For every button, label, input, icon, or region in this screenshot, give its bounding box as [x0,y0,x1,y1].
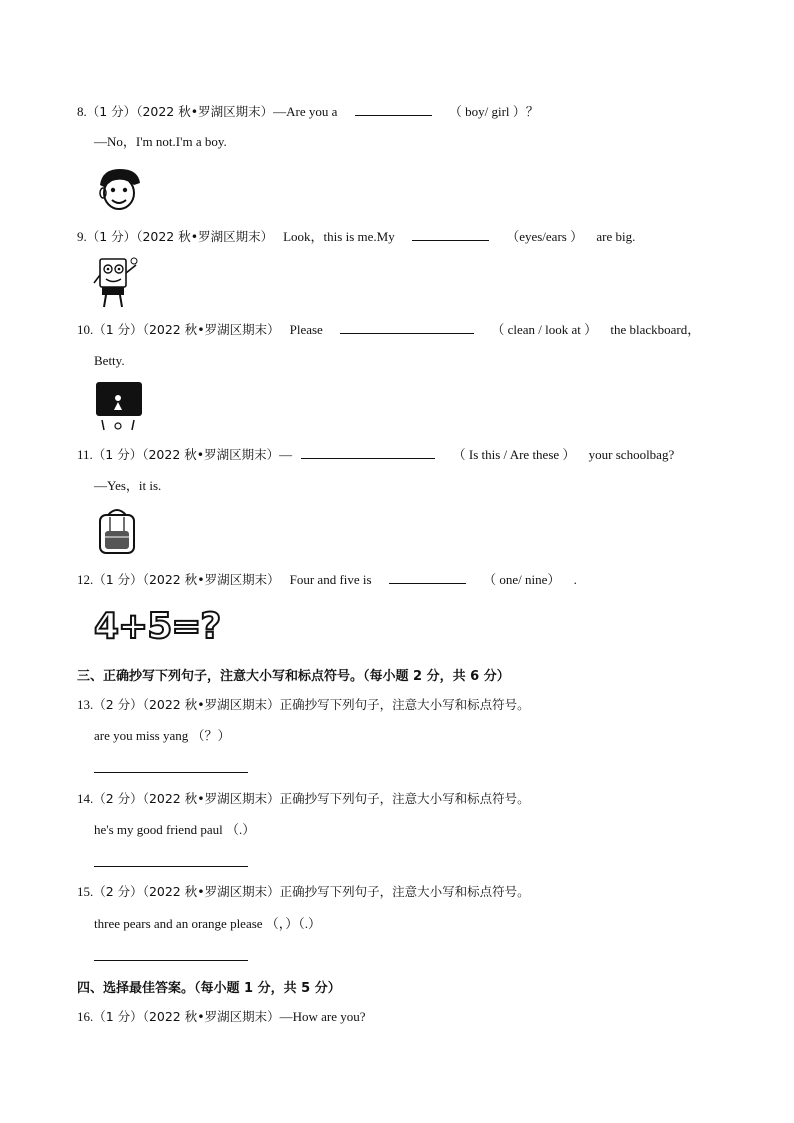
question-number: 8. [77,104,87,119]
answer-line[interactable] [94,960,248,961]
answer-blank[interactable] [301,446,435,459]
question-text: Four and five is [289,572,372,587]
answer-blank[interactable] [340,321,474,334]
answer-blank[interactable] [412,228,489,241]
question-text-end: the blackboard， [610,322,701,337]
question-13 [77,697,530,713]
question-instruction: 正确抄写下列句子，注意大小写和标点符号。 [279,884,530,899]
question-points: （1 分） [93,1009,143,1024]
answer-line[interactable] [94,772,248,773]
question-text: —Are you a [273,104,338,119]
answer-blank[interactable] [389,571,466,584]
question-source: （2022 秋•罗湖区期末） [136,104,274,119]
question-15 [77,884,530,900]
question-source: （2022 秋•罗湖区期末） [142,884,280,899]
question-number: 16. [77,1009,94,1024]
question-source: （2022 秋•罗湖区期末） [142,322,280,337]
question-text-end: . [573,572,577,587]
question-8-line2: —No，I'm not.I'm a boy. [94,134,227,149]
question-points: （1 分） [93,572,143,587]
question-text-end: are big. [596,229,636,244]
question-text: —How are you? [279,1009,366,1024]
question-8 [77,103,539,120]
question-number: 15. [77,884,94,899]
question-text: Please [289,322,323,337]
question-instruction: 正确抄写下列句子，注意大小写和标点符号。 [279,791,530,806]
copy-sentence: three pears and an orange please （，）（.） [94,916,322,931]
question-source: （2022 秋•罗湖区期末） [142,791,280,806]
answer-options: （ one/ nine） [483,572,561,587]
question-11-line2: —Yes，it is. [94,478,162,493]
answer-options: （ boy/ girl ）？ [448,104,539,119]
question-source: （2022 秋•罗湖区期末） [142,447,280,462]
copy-sentence: are you miss yang （？） [94,728,231,743]
boy-face-icon [94,163,144,213]
answer-options: （eyes/ears ） [506,229,584,244]
question-points: （2 分） [93,884,143,899]
section-4-title: 四、选择最佳答案。（每小题 1 分，共 5 分） [77,981,341,996]
question-number: 12. [77,572,94,587]
question-number: 13. [77,697,94,712]
question-12 [77,571,577,588]
copy-sentence: he's my good friend paul （.） [94,822,256,837]
question-9 [77,228,635,245]
spongebob-icon [92,253,140,311]
question-source: （2022 秋•罗湖区期末） [142,572,280,587]
question-number: 9. [77,229,87,244]
question-points: （2 分） [93,791,143,806]
question-14 [77,791,530,807]
schoolbag-icon [94,505,140,557]
question-number: 14. [77,791,94,806]
question-points: （1 分） [93,322,143,337]
question-source: （2022 秋•罗湖区期末） [142,697,280,712]
question-points: （1 分） [92,447,143,462]
question-text: Look，this is me.My [283,229,395,244]
question-points: （1 分） [86,229,137,244]
answer-blank[interactable] [355,103,432,116]
blackboard-icon [94,380,144,434]
math-equation-icon [94,602,221,652]
section-3-title: 三、正确抄写下列句子，注意大小写和标点符号。（每小题 2 分，共 6 分） [77,669,510,684]
question-16 [77,1009,366,1025]
question-points: （2 分） [93,697,143,712]
question-text-end: your schoolbag? [588,447,675,462]
question-points: （1 分） [86,104,137,119]
answer-options: （ Is this / Are these ） [452,447,576,462]
question-10 [77,321,700,338]
question-text: — [279,447,293,462]
question-source: （2022 秋•罗湖区期末） [136,229,274,244]
question-10-line2: Betty. [94,353,125,368]
question-instruction: 正确抄写下列句子，注意大小写和标点符号。 [279,697,530,712]
question-11 [77,446,674,463]
answer-options: （ clean / look at ） [491,322,598,337]
question-source: （2022 秋•罗湖区期末） [142,1009,280,1024]
question-number: 11. [77,447,93,462]
math-equation-text: 4+5=? [94,606,221,647]
answer-line[interactable] [94,866,248,867]
question-number: 10. [77,322,94,337]
